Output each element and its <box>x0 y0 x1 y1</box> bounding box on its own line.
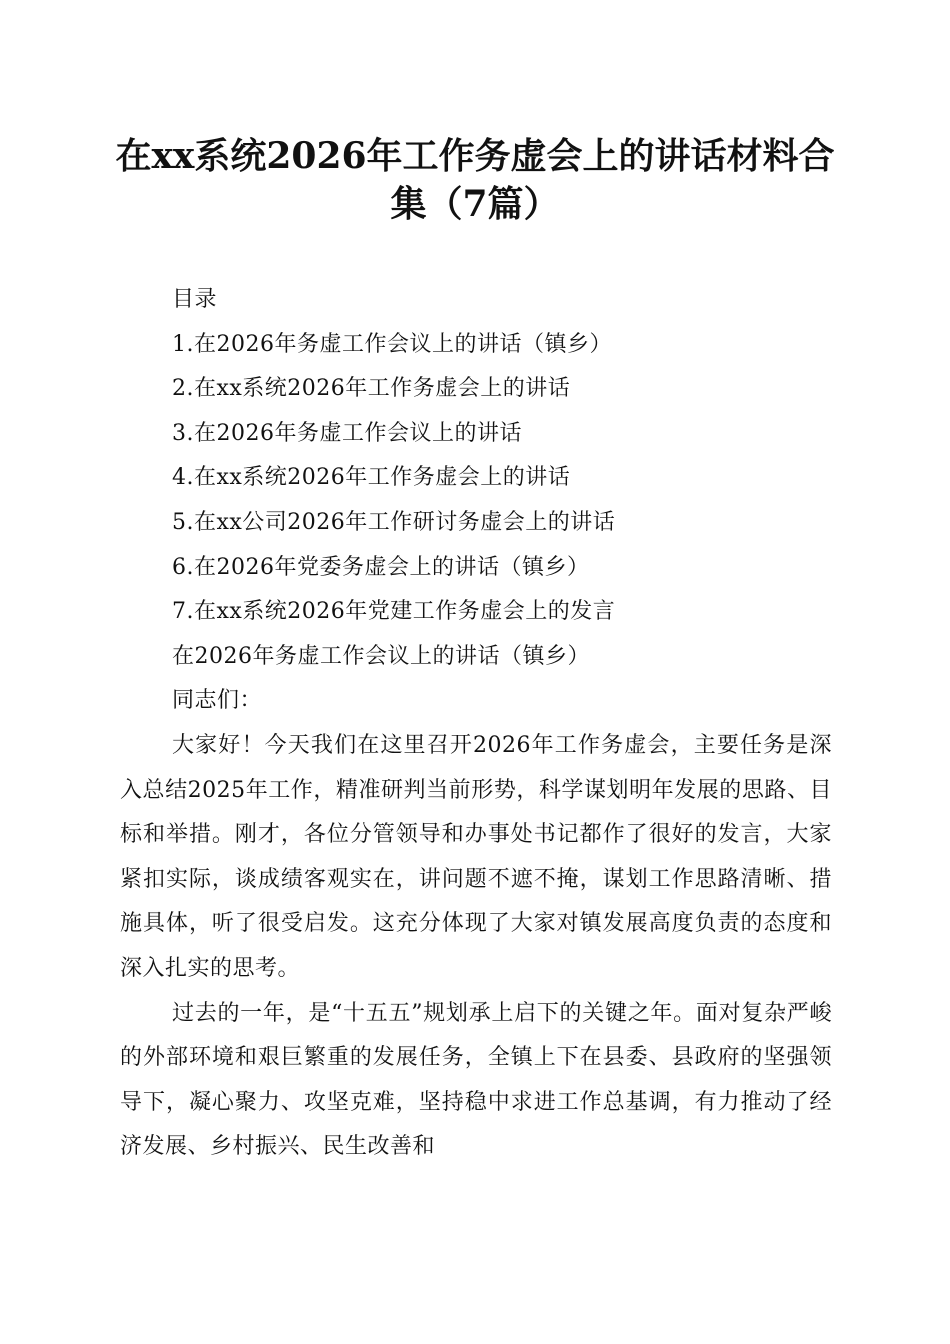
table-of-contents <box>120 323 832 635</box>
body-paragraph-1: 大家好！今天我们在这里召开2026年工作务虚会，主要任务是深入总结2025年工作，精准研判当前形势，科学谋划明年发展的思路、目标和举措。刚才，各位分管领导和办事处书记都作了很好的发言，大家紧扣实际，谈成绩客观实在，讲问题不遮不掩，谋划工作思路清晰、措施具体，听了很受启发。这充分体现了大家对镇发展高度负责的态度和深入扎实的思考。 <box>120 732 832 981</box>
document-body <box>120 278 832 1170</box>
salutation: 同志们： <box>172 688 263 714</box>
toc-heading: 目录 <box>172 287 218 312</box>
toc-item: 4.在xx系统2026年工作务虚会上的讲话 <box>172 465 571 491</box>
document-title <box>110 132 840 228</box>
section-title: 在2026年务虚工作会议上的讲话（镇乡） <box>172 643 590 669</box>
title-line-2: 集（7篇） <box>390 183 560 225</box>
title-line-1: 在xx系统2026年工作务虚会上的讲话材料合 <box>115 135 835 177</box>
toc-item: 6.在2026年党委务虚会上的讲话（镇乡） <box>172 554 590 580</box>
toc-item: 3.在2026年务虚工作会议上的讲话 <box>172 420 522 446</box>
toc-item: 5.在xx公司2026年工作研讨务虚会上的讲话 <box>172 509 616 535</box>
toc-item: 1.在2026年务虚工作会议上的讲话（镇乡） <box>172 331 612 357</box>
toc-item: 2.在xx系统2026年工作务虚会上的讲话 <box>172 376 571 402</box>
toc-item: 7.在xx系统2026年党建工作务虚会上的发言 <box>172 599 616 625</box>
body-paragraph-2: 过去的一年，是“十五五”规划承上启下的关键之年。面对复杂严峻的外部环境和艰巨繁重的发展任务，全镇上下在县委、县政府的坚强领导下，凝心聚力、攻坚克难，坚持稳中求进工作总基调，有力推动了经济发展、乡村振兴、民生改善和 <box>120 1000 832 1160</box>
